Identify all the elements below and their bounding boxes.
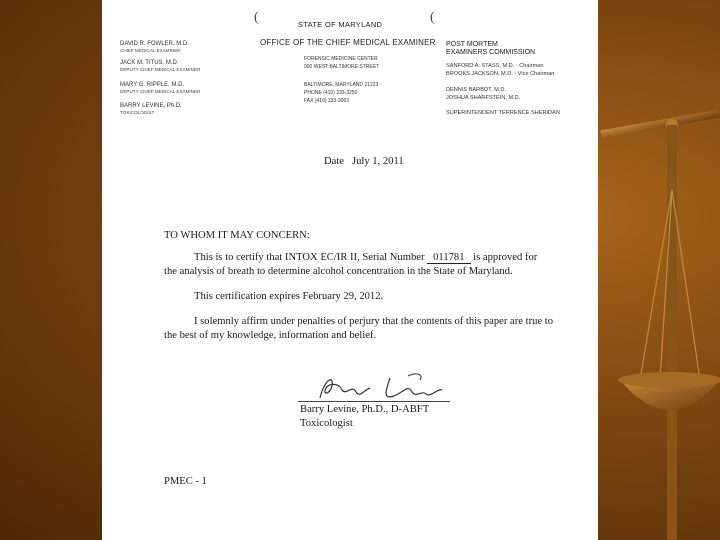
signer-title: Toxicologist	[300, 418, 353, 429]
staff-title: CHIEF MEDICAL EXAMINER	[120, 48, 181, 53]
letterhead-state: STATE OF MARYLAND	[298, 20, 383, 29]
commission-member: DENNIS BARBOT, M.D.	[446, 87, 506, 93]
commission-member: SUPERINTENDENT TERRENCE SHERIDAN	[446, 110, 560, 116]
staff-title: DEPUTY CHIEF MEDICAL EXAMINER	[120, 67, 201, 72]
staff-title: TOXICOLOGIST	[120, 110, 155, 115]
salutation: TO WHOM IT MAY CONCERN:	[164, 230, 310, 241]
signature-graphic	[312, 370, 462, 404]
form-code: PMEC - 1	[164, 476, 207, 487]
address-line: BALTIMORE, MARYLAND 21223	[304, 82, 379, 88]
certify-paragraph-line: the analysis of breath to determine alcohol concentration in the State of Maryland.	[164, 266, 513, 277]
staff-name: DAVID R. FOWLER, M.D.	[120, 41, 189, 47]
commission-member: JOSHUA SHARFSTEIN, M.D.	[446, 95, 521, 101]
commission-title: EXAMINERS COMMISSION	[446, 49, 536, 56]
commission-title: POST MORTEM	[446, 41, 498, 48]
certificate-document	[102, 0, 598, 540]
affirm-paragraph-line: the best of my knowledge, information and belief.	[164, 330, 377, 341]
address-line: FORENSIC MEDICINE CENTER	[304, 56, 378, 62]
signer-name: Barry Levine, Ph.D., D-ABFT	[300, 404, 430, 415]
serial-number: 011781	[427, 252, 470, 264]
commission-member: SANFORD A. STASS, M.D. - Chairman	[446, 63, 544, 69]
affirm-paragraph-line: I solemnly affirm under penalties of perjury that the contents of this paper are true to	[194, 316, 553, 327]
staff-title: DEPUTY CHIEF MEDICAL EXAMINER	[120, 89, 201, 94]
date-line: Date July 1, 2011	[324, 156, 404, 167]
scales-of-justice-icon	[600, 80, 720, 540]
staff-name: MARY G. RIPPLE, M.D.	[120, 82, 185, 88]
address-line: 900 WEST BALTIMORE STREET	[304, 64, 380, 70]
certify-paragraph-line: This is to certify that INTOX EC/IR II, Serial Number 011781 is approved for	[194, 252, 538, 263]
staff-name: BARRY LEVINE, Ph.D.	[120, 103, 182, 109]
scan-mark: (	[254, 10, 259, 25]
address-line: PHONE (410) 333-3250	[304, 90, 358, 96]
address-line: FAX (410) 333-3063	[304, 98, 350, 104]
commission-member: BROOKS JACKSON, M.D. - Vice Chairman	[446, 71, 555, 77]
scan-mark: (	[430, 10, 435, 25]
expiry-paragraph: This certification expires February 29, 2012.	[194, 291, 384, 302]
signature-line	[298, 401, 450, 402]
staff-name: JACK M. TITUS, M.D.	[120, 60, 179, 66]
letterhead-office: OFFICE OF THE CHIEF MEDICAL EXAMINER	[260, 38, 436, 47]
